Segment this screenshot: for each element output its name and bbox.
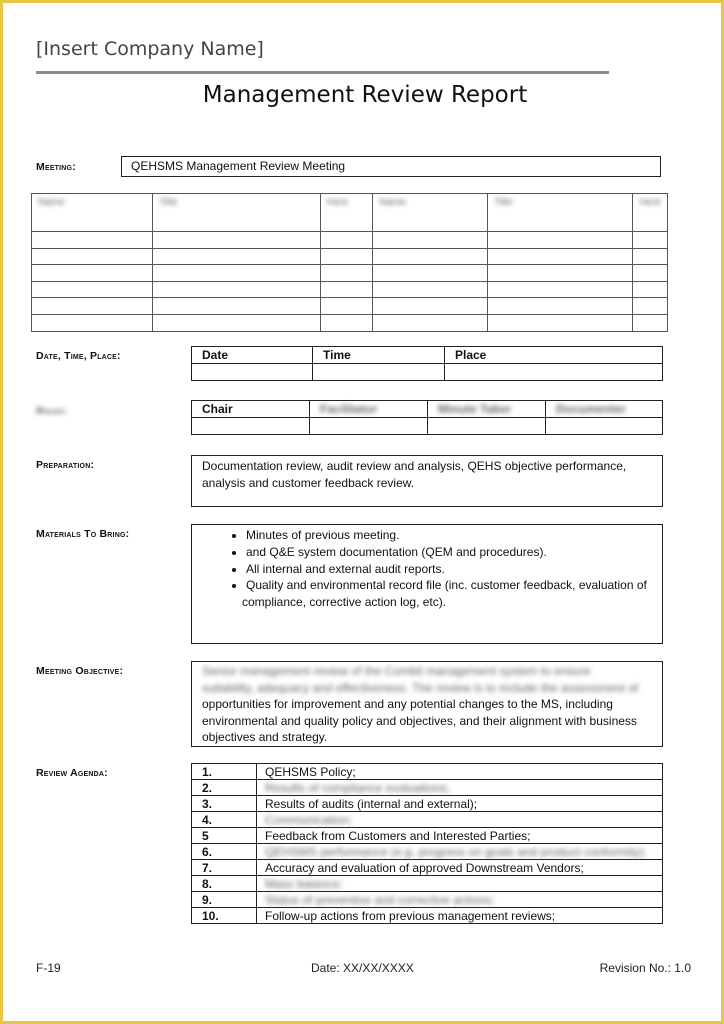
agenda-row <box>192 828 663 844</box>
chair-header: Chair <box>192 401 310 418</box>
facilitator-value-cell <box>310 418 428 435</box>
meeting-name-field: QEHSMS Management Review Meeting <box>121 156 661 177</box>
minute-taker-value-cell <box>428 418 546 435</box>
materials-box <box>191 524 663 644</box>
date-value-cell <box>192 364 313 381</box>
agenda-row <box>192 796 663 812</box>
attendee-row <box>32 314 668 331</box>
agenda-number: 4. <box>192 812 257 828</box>
header-divider <box>36 71 609 74</box>
agenda-row <box>192 860 663 876</box>
agenda-row <box>192 780 663 796</box>
chair-value-cell <box>192 418 310 435</box>
attendees-header-row <box>32 194 668 232</box>
place-value-cell <box>445 364 663 381</box>
objective-label: Meeting Objective: <box>36 665 124 677</box>
objective-box <box>191 661 663 747</box>
facilitator-header: Facilitator <box>320 402 378 416</box>
attendees-header-cell: Title <box>494 197 513 208</box>
agenda-item-text: Results of compliance evaluations; <box>265 780 450 795</box>
form-id: F-19 <box>36 961 61 975</box>
agenda-number: 1. <box>192 764 257 780</box>
revision-number: Revision No.: 1.0 <box>599 961 691 975</box>
roles-label: Roles: <box>36 405 68 417</box>
agenda-item-text: Accuracy and evaluation of approved Downstream Vendors; <box>257 860 663 876</box>
attendees-header-cell: Name <box>379 197 406 208</box>
agenda-item-text: Mass balance; <box>265 876 343 891</box>
materials-item: • Quality and environmental record file (inc. customer feedback, evaluation of <box>246 577 652 594</box>
attendees-header-cell: Name <box>38 197 65 208</box>
agenda-row <box>192 844 663 860</box>
agenda-number: 6. <box>192 844 257 860</box>
agenda-table <box>191 763 663 924</box>
agenda-row <box>192 812 663 828</box>
time-header: Time <box>313 347 445 364</box>
time-value-cell <box>313 364 445 381</box>
objective-blurred-line: suitability, adequacy and effectiveness. The review is to include the assessment of <box>202 680 639 695</box>
meeting-label: Meeting: <box>36 161 76 173</box>
documenter-value-cell <box>546 418 663 435</box>
objective-text: opportunities for improvement and any potential changes to the MS, including environmental and quality policy and objectives, and their alignment with business objectives and strategy. <box>202 697 637 745</box>
attendee-row <box>32 248 668 265</box>
documenter-header: Documenter <box>556 402 627 416</box>
agenda-number: 3. <box>192 796 257 812</box>
agenda-number: 9. <box>192 892 257 908</box>
agenda-item-text: Follow-up actions from previous management reviews; <box>257 908 663 924</box>
attendees-table <box>31 193 668 332</box>
agenda-item-text: Results of audits (internal and external); <box>257 796 663 812</box>
date-header: Date <box>192 347 313 364</box>
footer-date: Date: XX/XX/XXXX <box>311 961 414 975</box>
agenda-item-text: Status of preventive and corrective actions; <box>265 892 495 907</box>
attendee-row <box>32 232 668 249</box>
date-time-place-label: Date, Time, Place: <box>36 350 121 362</box>
page-title: Management Review Report <box>202 82 528 108</box>
agenda-item-text: QEHSMS performance (e.g. progress on goals and product conformity); <box>265 844 647 859</box>
minute-taker-header: Minute Taker <box>438 402 512 416</box>
materials-item: • All internal and external audit reports. <box>246 561 652 578</box>
materials-item: • and Q&E system documentation (QEM and procedures). <box>246 544 652 561</box>
attendee-row <box>32 281 668 298</box>
agenda-number: 2. <box>192 780 257 796</box>
agenda-item-text: Communication; <box>265 812 352 827</box>
attendees-header-cell: Here <box>326 197 349 208</box>
agenda-row <box>192 876 663 892</box>
agenda-label: Review Agenda: <box>36 767 108 779</box>
agenda-row <box>192 892 663 908</box>
agenda-number: 5 <box>192 828 257 844</box>
agenda-row <box>192 764 663 780</box>
agenda-number: 8. <box>192 876 257 892</box>
materials-item: • Minutes of previous meeting. <box>246 527 652 544</box>
materials-item-continuation: compliance, corrective action log, etc). <box>242 595 447 610</box>
agenda-number: 10. <box>192 908 257 924</box>
place-header: Place <box>445 347 663 364</box>
roles-table <box>191 400 663 435</box>
agenda-row <box>192 908 663 924</box>
attendees-header-cell: Title <box>159 197 178 208</box>
attendee-row <box>32 265 668 282</box>
attendee-row <box>32 298 668 315</box>
objective-blurred-line: Senior management review of the Combit management system to ensure <box>202 664 591 678</box>
attendees-header-cell: Here <box>639 197 661 208</box>
date-time-place-table <box>191 346 663 381</box>
company-name: [Insert Company Name] <box>36 38 264 60</box>
preparation-text: Documentation review, audit review and analysis, QEHS objective performance, analysis and customer feedback review. <box>191 455 663 507</box>
materials-list <box>212 527 652 594</box>
agenda-number: 7. <box>192 860 257 876</box>
materials-label: Materials To Bring: <box>36 528 130 540</box>
agenda-item-text: Feedback from Customers and Interested Parties; <box>257 828 663 844</box>
preparation-label: Preparation: <box>36 459 95 471</box>
agenda-item-text: QEHSMS Policy; <box>257 764 663 780</box>
